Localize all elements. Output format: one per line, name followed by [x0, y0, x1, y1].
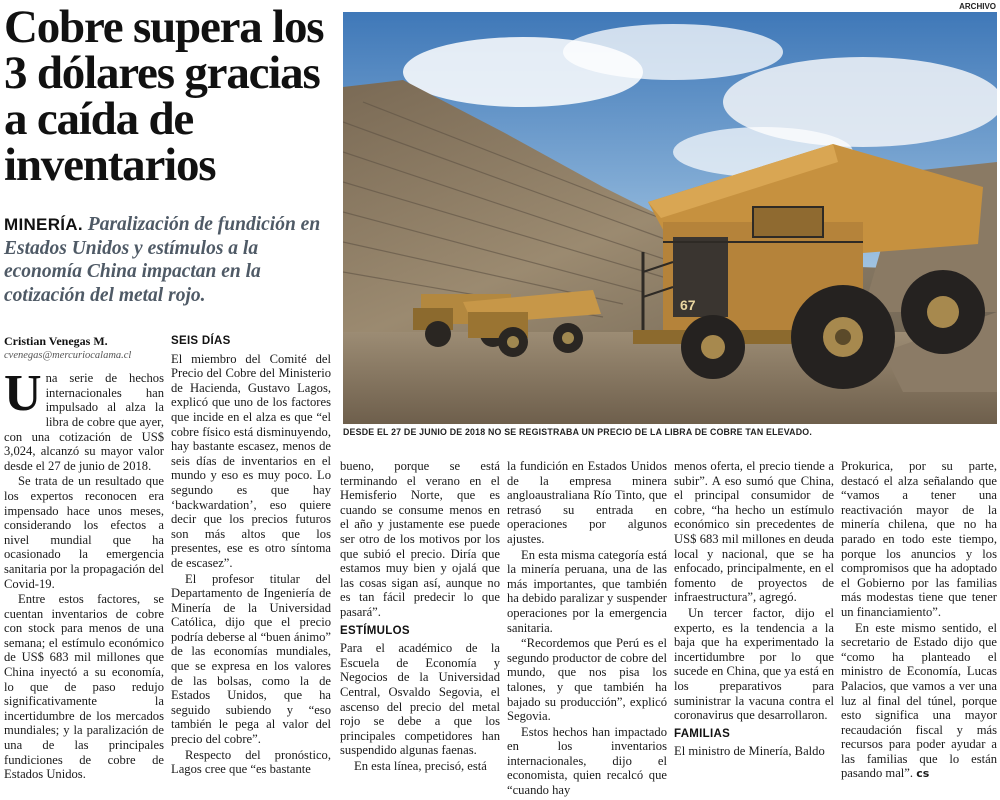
paragraph: Una serie de hechos internacionales han impulsado al alza la libra de cobre que ayer, con una cotización de US$ 3,024, alcanzó su mayor valor desde el 27 de junio de 2018. [4, 365, 164, 473]
column-4 [507, 459, 667, 798]
subhead-estimulos: ESTÍMULOS [340, 624, 410, 637]
headline: Cobre supera los 3 dólares gracias a caída de inventarios [4, 1, 324, 191]
subhead-seis-dias: SEIS DÍAS [171, 335, 231, 347]
author-name: Cristian Venegas M. [4, 334, 108, 348]
column-2 [171, 334, 331, 777]
photo-caption: DESDE EL 27 DE JUNIO DE 2018 NO SE REGISTRABA UN PRECIO DE LA LIBRA DE COBRE TAN ELEVADO. [343, 427, 812, 437]
paragraph: El miembro del Comité del Precio del Cobre del Ministerio de Hacienda, Gustavo Lagos, explicó que uno de los factores que incide en el alza es que “el cobre físico está disminuyendo, hay bastante escasez, menos de seis días de inventarios en el mundo y eso es muy poco. Lo segundo es que hay ‘backwardation’, eso quiere decir que los precios futuros son más altos que los presentes, ese es otro síntoma de escasez”. [171, 351, 331, 570]
column-6 [841, 459, 997, 782]
paragraph: El ministro de Minería, Baldo [674, 744, 825, 759]
dropcap: U [4, 365, 42, 423]
paragraph: En esta misma categoría está la minería peruana, una de las más importantes, que también ha debido paralizar y suspender operaciones por la emergencia sanitaria. [507, 547, 667, 635]
end-mark: cs [916, 767, 930, 781]
paragraph: Un tercer factor, dijo el experto, es la tendencia a la baja que ha experimentado la incertidumbre por lo que sucede en China, que ya está en los preparativos para suministrar la vacuna contra el coronavirus que desarrollaron. [674, 605, 834, 723]
deck-text: Paralización de fundición en Estados Unidos y estímulos a la economía China impactan en la cotización del metal rojo. [4, 214, 321, 306]
paragraph: menos oferta, el precio tiende a subir”. A eso sumó que China, el principal consumidor de cobre, “ha hecho un estímulo económico sin precedentes de US$ 683 mil millones en deuda local y nacional, que se ha enfocado, principalmente, en el fomento de proyectos de infraestructura”, agregó. [674, 459, 834, 605]
subhead-familias: FAMILIAS [674, 727, 731, 740]
paragraph: En este mismo sentido, el secretario de Estado dijo que “como ha planteado el ministro de Economía, Lucas Palacios, que vamos a ver una luz al final del túnel, porque esto significa una mayor recaudación fiscal y más recursos para poder ayudar a las familias que lo están pasando mal”. cs [841, 620, 997, 781]
truck-number: 67 [680, 297, 696, 313]
paragraph: bueno, porque se está terminando el verano en el Hemisferio Norte, que es cuando se consume menos en el año y justamente ese puede ser otro de los motivos por los que subió el precio. Diría que estamos muy bien y ojalá que las cosas sigan así, aunque no es tan fácil predecir lo que pasará”. [340, 459, 500, 619]
column-1 [4, 334, 164, 782]
paragraph: Se trata de un resultado que los expertos reconocen era impensado hace unos meses, considerando los efectos a nivel mundial que ha ocasionado la emergencia sanitaria por la propagación del Covid-19. [4, 474, 164, 591]
paragraph: “Recordemos que Perú es el segundo productor de cobre del mundo, que nos pisa los talones, y que también ha bajado su producción”, explicó Segovia. [507, 636, 667, 724]
column-5 [674, 459, 834, 759]
mine-photo [343, 12, 997, 424]
deck [4, 213, 334, 307]
kicker: MINERÍA. [4, 215, 83, 234]
paragraph: En esta línea, precisó, está [354, 758, 487, 773]
paragraph: Para el académico de la Escuela de Economía y Negocios de la Universidad Central, Osvaldo Segovia, el ascenso del precio del metal rojo se debe a que los principales competidores han suspendido algunas faenas. [340, 641, 500, 758]
paragraph: Estos hechos han impactado en los inventarios internacionales, dijo el economista, quien recalcó que “cuando hay [507, 724, 667, 798]
paragraph: El profesor titular del Departamento de Ingeniería de Minería de la Universidad Católica, dijo que el precio podría deberse al “buen ánimo” de las economías mundiales, que se expresa en los valores de las bolsas, como la de Estados Unidos, que ha seguido subiendo y “eso también le pega al valor del precio del cobre”. [171, 571, 331, 747]
paragraph: Entre estos factores, se cuentan inventarios de cobre con stock para menos de una semana; el estímulo económico de US$ 683 mil millones que China inyectó a su economía, lo que de paso redujo significativamente la incertidumbre de los mercados mundiales; y la paralización de una de las principales fundiciones de cobre de Estados Unidos. [4, 592, 164, 782]
mine-trucks-illustration [343, 12, 997, 424]
paragraph: Respecto del pronóstico, Lagos cree que “es bastante [171, 747, 331, 777]
author-email: cvenegas@mercuriocalama.cl [4, 349, 132, 361]
column-3 [340, 459, 500, 773]
photo-credit: ARCHIVO [959, 2, 996, 11]
paragraph: Prokurica, por su parte, destacó el alza señalando que “vamos a tener una reactivación mayor de la minería chilena, que no ha parado en todo este tiempo, porque los anuncios y los compromisos que ha adoptado el Gobierno por las familias más modestas tiene que tener un financiamiento”. [841, 459, 997, 619]
paragraph: la fundición en Estados Unidos de la empresa minera angloaustraliana Río Tinto, que retrasó su entrada en operaciones por algunos ajustes. [507, 459, 667, 546]
